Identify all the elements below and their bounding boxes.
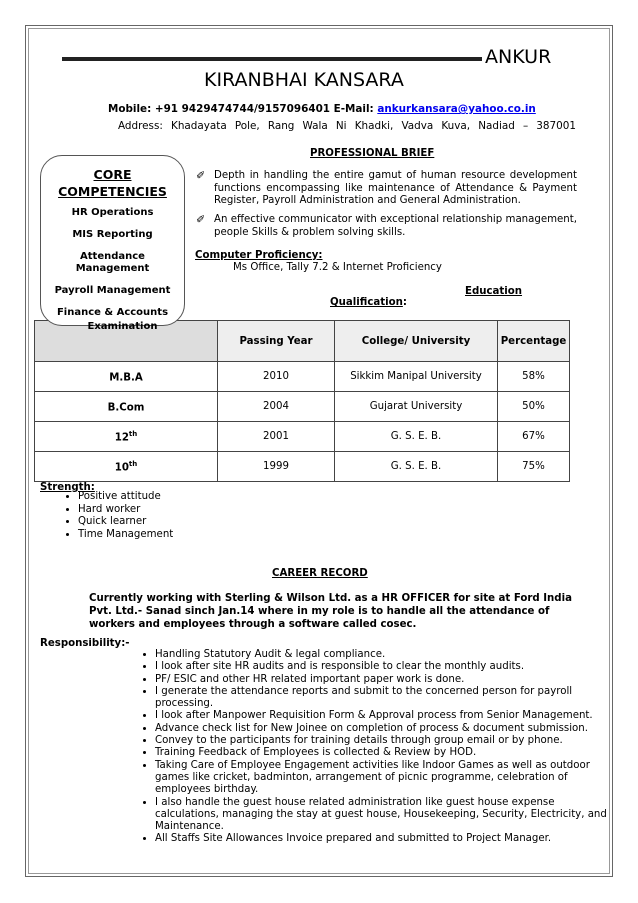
address-word: Khadki, <box>354 120 394 132</box>
list-item: • I also handle the guest house related administration like guest house expense calculations, managing the stay at guest house, Housekeeping, Security, Electricity, and Maintenance. <box>155 797 617 834</box>
address-word: Pole, <box>234 120 260 132</box>
responsibility-heading: Responsibility:- <box>40 638 130 649</box>
list-item: • Taking Care of Employee Engagement activities like Indoor Games as well as outdoor games like cricket, badminton, arrangement of picnic programme, celebration of employees birthday. <box>155 760 617 797</box>
address-word: Vadva <box>401 120 434 132</box>
list-item: • Convey to the participants for training details through group email or by phone. <box>155 735 617 747</box>
table-row <box>35 392 570 422</box>
column-header: Passing Year <box>218 321 335 362</box>
competency-item: Finance & Accounts <box>56 307 169 318</box>
college-cell: G. S. E. B. <box>335 422 498 452</box>
degree-cell: B.Com <box>35 392 218 422</box>
education-table <box>34 320 570 482</box>
competency-item: Attendance <box>80 251 145 262</box>
name-first: ANKUR <box>485 46 552 68</box>
address-word: Address: <box>118 120 163 132</box>
career-record-heading: CAREER RECORD <box>272 568 368 579</box>
list-item: • I look after site HR audits and is responsible to clear the monthly audits. <box>155 661 617 673</box>
table-row <box>35 362 570 392</box>
college-cell: Gujarat University <box>335 392 498 422</box>
table-row <box>35 422 570 452</box>
college-cell: G. S. E. B. <box>335 452 498 482</box>
address-word: Rang <box>267 120 295 132</box>
competency-item: MIS Reporting <box>72 229 153 240</box>
address-word: Ni <box>335 120 347 132</box>
degree-cell: 10th <box>35 452 218 482</box>
list-item: • Quick learner <box>78 516 173 529</box>
address-word: Kuva, <box>441 120 471 132</box>
email-link[interactable]: ankurkansara@yahoo.co.in <box>377 103 536 115</box>
pen-arrow-icon: ✐ <box>196 213 206 226</box>
computer-proficiency-text: Ms Office, Tally 7.2 & Internet Proficiency <box>233 262 442 273</box>
year-cell: 2004 <box>218 392 335 422</box>
name-rest: KIRANBHAI KANSARA <box>204 69 404 91</box>
competency-item: Payroll Management <box>54 285 171 296</box>
year-cell: 2001 <box>218 422 335 452</box>
education-heading-1: Education <box>465 286 523 297</box>
list-item: • Training Feedback of Employees is collected & Review by HOD. <box>155 747 617 759</box>
list-item: • PF/ ESIC and other HR related important paper work is done. <box>155 674 617 686</box>
strength-list <box>40 491 173 542</box>
address-word: Nadiad <box>478 120 515 132</box>
career-summary: Currently working with Sterling & Wilson Ltd. as a HR OFFICER for site at Ford India Pvt. Ltd.- Sanad sinch Jan.14 where in my role is to handle all the attendance of workers and employees through a software called cosec. <box>89 593 572 630</box>
contact-line <box>108 103 536 115</box>
percentage-cell: 58% <box>498 362 570 392</box>
address-word: 387001 <box>536 120 576 132</box>
header-rule <box>62 57 482 61</box>
address-word: Wala <box>302 120 328 132</box>
list-item: • Advance check list for New Joinee on completion of process & document submission. <box>155 723 617 735</box>
address-word: – <box>522 120 529 132</box>
list-item: • I look after Manpower Requisition Form & Approval process from Senior Management. <box>155 710 617 722</box>
degree-cell: M.B.A <box>35 362 218 392</box>
college-cell: Sikkim Manipal University <box>335 362 498 392</box>
list-item: • Positive attitude <box>78 491 173 504</box>
competency-item: HR Operations <box>71 207 154 218</box>
column-header: Percentage <box>498 321 570 362</box>
brief-point: Depth in handling the entire gamut of human resource development functions encompassing like maintenance of Attendance & Payment Register, Payroll Administration and General Administration. <box>214 170 577 206</box>
table-row <box>35 452 570 482</box>
responsibility-list <box>118 649 617 846</box>
list-item: • Time Management <box>78 529 173 542</box>
percentage-cell: 67% <box>498 422 570 452</box>
list-item: • Handling Statutory Audit & legal compliance. <box>155 649 617 661</box>
contact-phone: Mobile: +91 9429474744/9157096401 E-Mail: <box>108 103 378 115</box>
column-header: College/ University <box>335 321 498 362</box>
education-heading-2: Qualification: <box>330 297 407 308</box>
percentage-cell: 75% <box>498 452 570 482</box>
list-item: • I generate the attendance reports and submit to the concerned person for payroll processing. <box>155 686 617 711</box>
core-competencies-title: CORE COMPETENCIES <box>58 167 167 199</box>
list-item: • Hard worker <box>78 504 173 517</box>
list-item: • All Staffs Site Allowances Invoice prepared and submitted to Project Manager. <box>155 833 617 845</box>
degree-cell: 12th <box>35 422 218 452</box>
professional-brief-heading: PROFESSIONAL BRIEF <box>310 148 435 159</box>
strength-heading: Strength: <box>40 482 95 493</box>
competency-item: Management <box>75 263 150 274</box>
pen-arrow-icon: ✐ <box>196 169 206 182</box>
address-word: Khadayata <box>171 120 227 132</box>
computer-proficiency-heading: Computer Proficiency: <box>195 250 323 261</box>
percentage-cell: 50% <box>498 392 570 422</box>
brief-point: An effective communicator with exceptional relationship management, people Skills & problem solving skills. <box>214 214 577 238</box>
address-line <box>118 120 576 132</box>
competency-item: Examination <box>87 321 158 332</box>
year-cell: 2010 <box>218 362 335 392</box>
year-cell: 1999 <box>218 452 335 482</box>
